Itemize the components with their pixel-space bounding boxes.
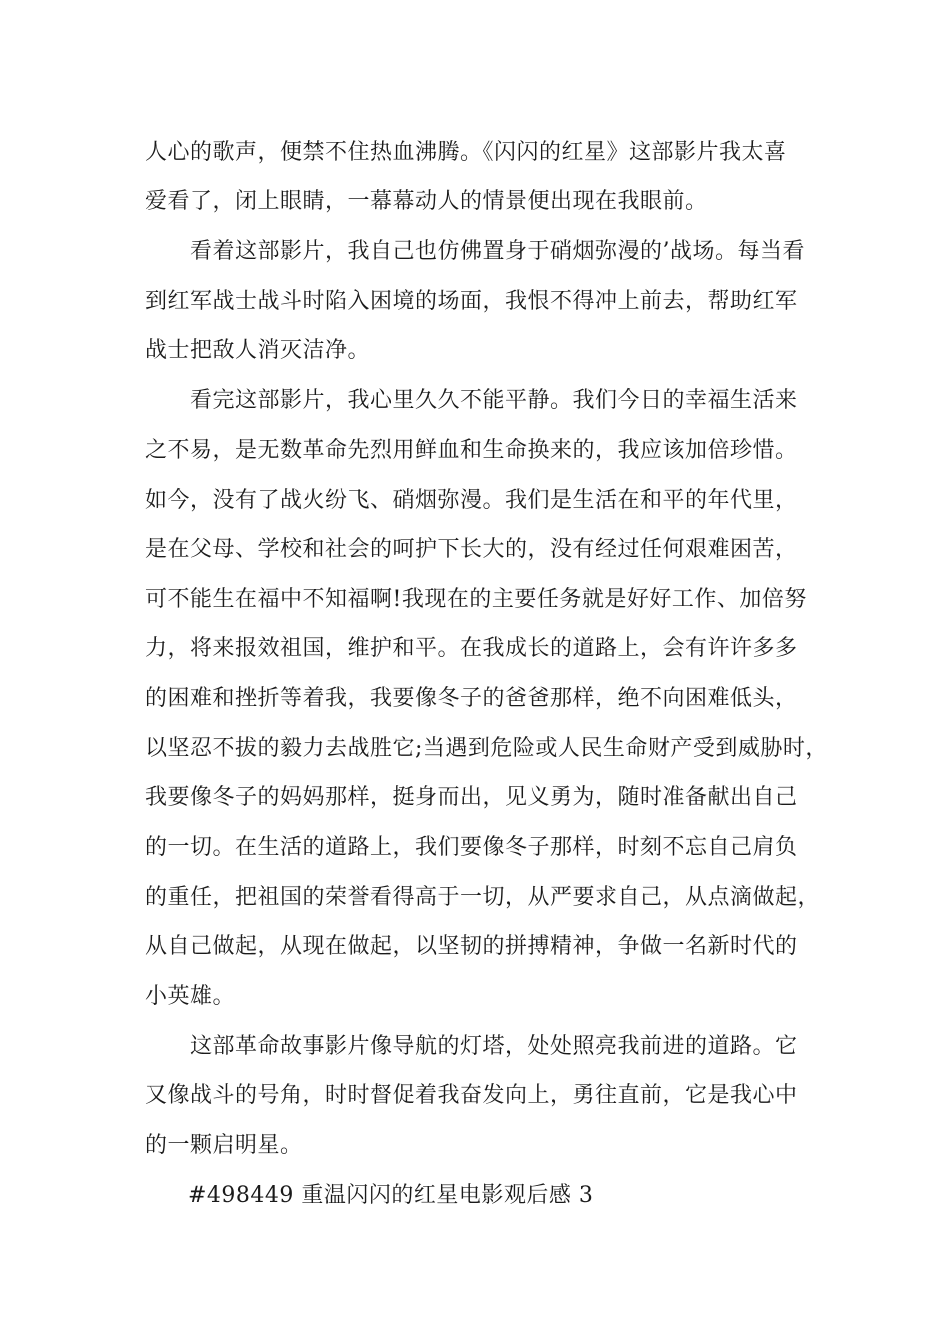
paragraph-line: 的重任，把祖国的荣誉看得高于一切，从严要求自己，从点滴做起， — [145, 885, 821, 910]
paragraph-line: 到红军战士战斗时陷入困境的场面，我恨不得冲上前去，帮助红军 — [145, 289, 798, 314]
paragraph-line: 从自己做起，从现在做起，以坚韧的拼搏精神，争做一名新时代的 — [145, 934, 798, 959]
paragraph-line: 爱看了，闭上眼睛，一幕幕动人的情景便出现在我眼前。 — [145, 189, 708, 214]
paragraph-line: 人心的歌声，便禁不住热血沸腾。《闪闪的红星》这部影片我太喜 — [145, 140, 787, 165]
paragraph-line: 又像战斗的号角，时时督促着我奋发向上，勇往直前，它是我心中 — [145, 1083, 798, 1108]
paragraph-line: 可不能生在福中不知福啊!我现在的主要任务就是好好工作、加倍努 — [145, 587, 807, 612]
paragraph-line: 如今，没有了战火纷飞、硝烟弥漫。我们是生活在和平的年代里， — [145, 488, 798, 513]
paragraph-line: 看着这部影片，我自己也仿佛置身于硝烟弥漫的’战场。每当看 — [190, 239, 805, 264]
paragraph-line: 小英雄。 — [145, 984, 236, 1009]
paragraph-line: 战士把敌人消灭洁净。 — [145, 338, 371, 363]
paragraph-line: 我要像冬子的妈妈那样，挺身而出，见义勇为，随时准备献出自己 — [145, 785, 798, 810]
paragraph-line: 是在父母、学校和社会的呵护下长大的，没有经过任何艰难困苦， — [145, 537, 798, 562]
paragraph-line: 以坚忍不拔的毅力去战胜它;当遇到危险或人民生命财产受到威胁时， — [145, 736, 828, 761]
section-heading: #498449 重温闪闪的红星电影观后感 3 — [188, 1183, 594, 1208]
paragraph-line: 看完这部影片，我心里久久不能平静。我们今日的幸福生活来 — [190, 388, 798, 413]
paragraph-line: 这部革命故事影片像导航的灯塔，处处照亮我前进的道路。它 — [190, 1034, 798, 1059]
paragraph-line: 的困难和挫折等着我，我要像冬子的爸爸那样，绝不向困难低头， — [145, 686, 798, 711]
paragraph-line: 的一颗启明星。 — [145, 1133, 303, 1158]
paragraph-line: 之不易，是无数革命先烈用鲜血和生命换来的，我应该加倍珍惜。 — [145, 438, 798, 463]
paragraph-line: 力，将来报效祖国，维护和平。在我成长的道路上，会有许许多多 — [145, 636, 798, 661]
paragraph-line: 的一切。在生活的道路上，我们要像冬子那样，时刻不忘自己肩负 — [145, 835, 798, 860]
